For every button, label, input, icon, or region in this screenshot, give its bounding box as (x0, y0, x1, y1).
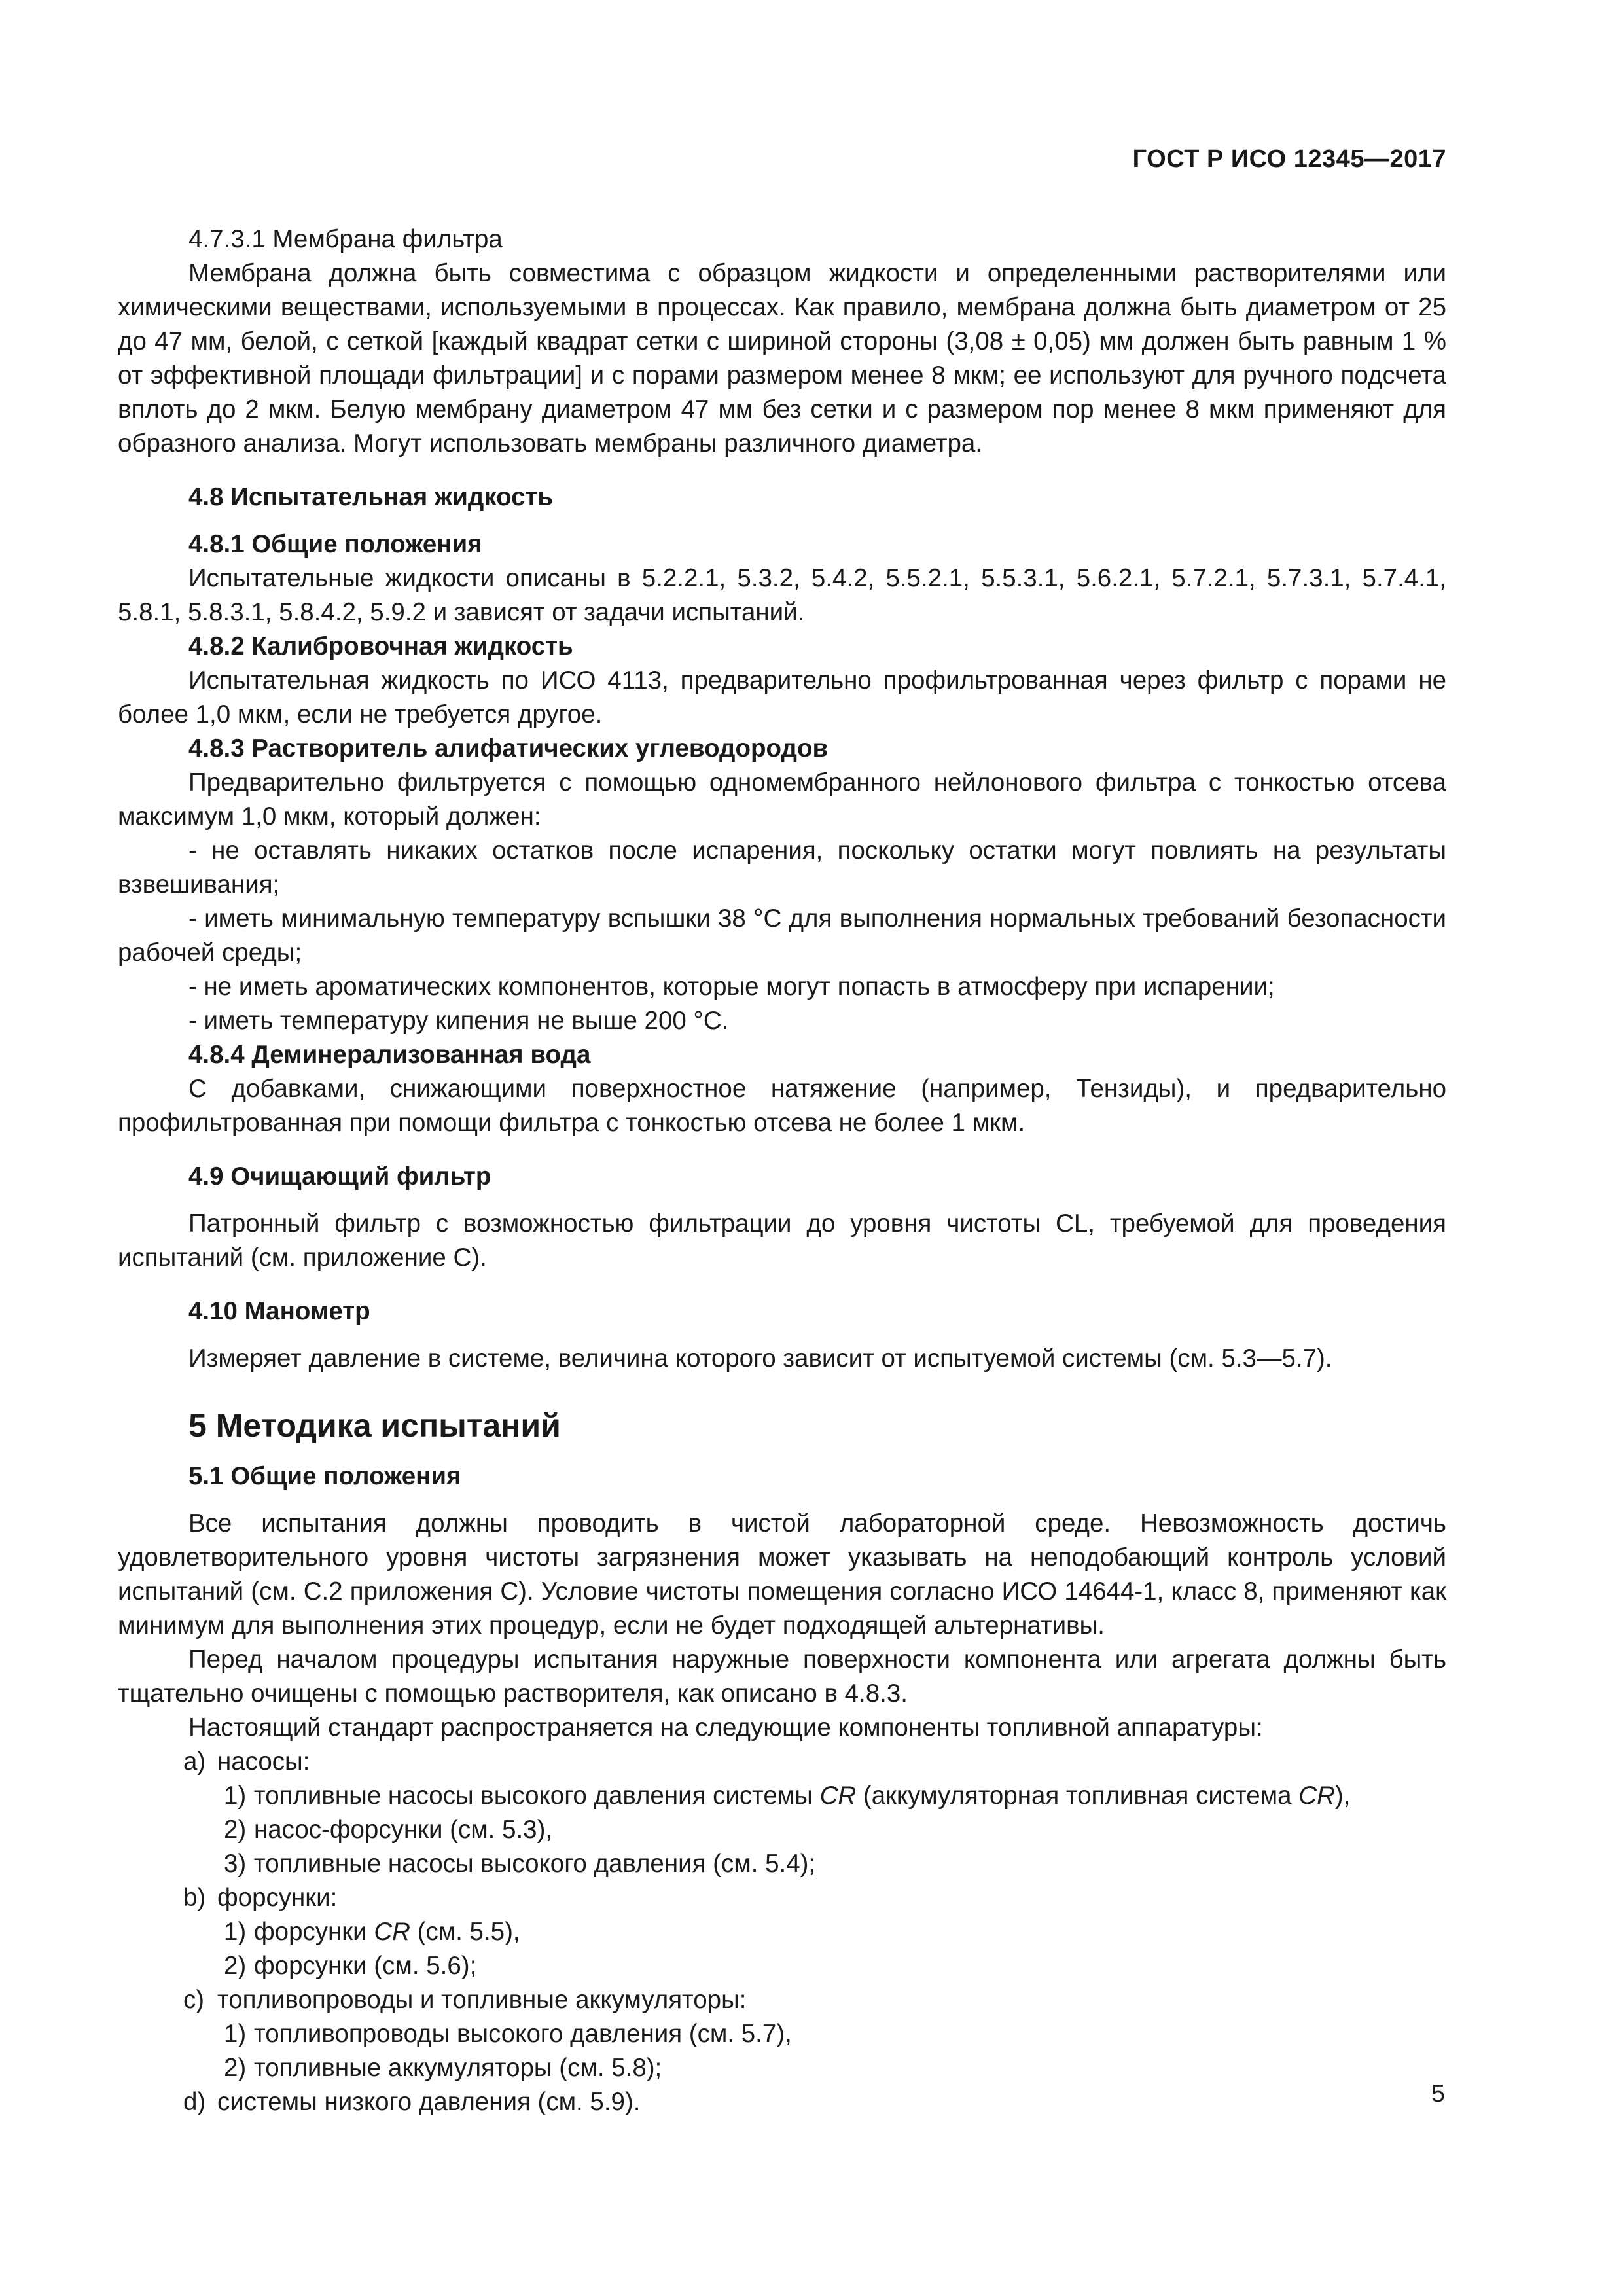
section-4-7-3-1-title: 4.7.3.1 Мембрана фильтра (188, 225, 503, 253)
section-5-1-paragraph-1: Все испытания должны проводить в чистой лабораторной среде. Невозможность достичь удовлетворительного уровня чистоты загрязнения может указывать на неподобающий контроль условий испытаний (см. С.2 приложения С). Условие чистоты помещения согласно ИСО 14644-1, класс 8, применяют как минимум для выполнения этих процедур, если не будет подходящей альтернативы. (118, 1509, 1446, 1640)
list-item-c: c) топливопроводы и топливные аккумуляторы: (183, 1986, 747, 2014)
list-item-a-3: 3) топливные насосы высокого давления (см. 5.4); (224, 1850, 816, 1878)
section-4-8-2-text: Испытательная жидкость по ИСО 4113, предварительно профильтрованная через фильтр с порами не более 1,0 мкм, если не требуется другое. (118, 666, 1446, 728)
list-item-b: b) форсунки: (183, 1884, 338, 1912)
section-4-7-3-1-text: Мембрана должна быть совместима с образцом жидкости и определенными растворителями или химическими веществами, используемыми в процессах. Как правило, мембрана должна быть диаметром от 25 до 47 мм, белой, с сеткой [каждый квадрат сетки с шириной стороны (3,08 ± 0,05) мм должен быть равным 1 % от эффективной площади фильтрации] и с порами размером менее 8 мкм; ее используют для ручного подсчета вплоть до 2 мкм. Белую мембрану диаметром 47 мм без сетки и с размером пор менее 8 мкм применяют для образного анализа. Могут использовать мембраны различного диаметра. (118, 259, 1446, 457)
list-item-a-2: 2) насос-форсунки (см. 5.3), (224, 1816, 553, 1844)
section-4-9-title: 4.9 Очищающий фильтр (188, 1162, 491, 1191)
section-4-8-3-text: Предварительно фильтруется с помощью одномембранного нейлонового фильтра с тонкостью отсева максимум 1,0 мкм, который должен: (118, 768, 1446, 831)
list-item-b-2: 2) форсунки (см. 5.6); (224, 1952, 477, 1980)
section-5-1-title: 5.1 Общие положения (188, 1462, 461, 1490)
list-item-c-1: 1) топливопроводы высокого давления (см. 5.7), (224, 2020, 792, 2048)
section-4-8-1-text: Испытательные жидкости описаны в 5.2.2.1, 5.3.2, 5.4.2, 5.5.2.1, 5.5.3.1, 5.6.2.1, 5.7.2.1, 5.7.3.1, 5.7.4.1, 5.8.1, 5.8.3.1, 5.8.4.2, 5.9.2 и зависят от задачи испытаний. (118, 564, 1446, 626)
page-body (118, 223, 1446, 2119)
list-item: - не иметь ароматических компонентов, которые могут попасть в атмосферу при испарении; (188, 973, 1275, 1001)
list-item-c-2: 2) топливные аккумуляторы (см. 5.8); (224, 2054, 662, 2082)
section-5-title: 5 Методика испытаний (188, 1407, 561, 1444)
list-item: - иметь минимальную температуру вспышки 38 °С для выполнения нормальных требований безопасности рабочей среды; (118, 905, 1446, 967)
list-item-a: a) насосы: (183, 1748, 310, 1776)
list-item: - иметь температуру кипения не выше 200 °С. (188, 1007, 729, 1035)
section-5-1-paragraph-3: Настоящий стандарт распространяется на следующие компоненты топливной аппаратуры: (188, 1713, 1263, 1742)
section-4-8-1-title: 4.8.1 Общие положения (188, 530, 482, 558)
page-number: 5 (1431, 2080, 1445, 2108)
section-4-10-text: Измеряет давление в системе, величина которого зависит от испытуемой системы (см. 5.3—5.7). (188, 1344, 1332, 1372)
list-item-b-1: 1) форсунки CR (см. 5.5), (224, 1918, 520, 1946)
section-4-8-4-title: 4.8.4 Деминерализованная вода (188, 1041, 591, 1069)
section-4-8-2-title: 4.8.2 Калибровочная жидкость (188, 632, 573, 660)
section-5-1-paragraph-2: Перед началом процедуры испытания наружные поверхности компонента или агрегата должны быть тщательно очищены с помощью растворителя, как описано в 4.8.3. (118, 1645, 1446, 1708)
section-4-8-title: 4.8 Испытательная жидкость (188, 483, 554, 511)
list-item-a-1: 1) топливные насосы высокого давления системы CR (аккумуляторная топливная система CR), (224, 1782, 1351, 1810)
section-4-8-4-text: С добавками, снижающими поверхностное натяжение (например, Тензиды), и предварительно профильтрованная при помощи фильтра с тонкостью отсева не более 1 мкм. (118, 1075, 1446, 1137)
section-4-10-title: 4.10 Манометр (188, 1297, 370, 1325)
list-item-d: d) системы низкого давления (см. 5.9). (183, 2088, 641, 2116)
section-4-8-3-title: 4.8.3 Растворитель алифатических углеводородов (188, 734, 829, 762)
section-4-9-text: Патронный фильтр с возможностью фильтрации до уровня чистоты CL, требуемой для проведения испытаний (см. приложение С). (118, 1210, 1446, 1272)
standard-header: ГОСТ Р ИСО 12345—2017 (1132, 145, 1446, 173)
list-item: - не оставлять никаких остатков после испарения, поскольку остатки могут повлиять на результаты взвешивания; (118, 836, 1446, 899)
